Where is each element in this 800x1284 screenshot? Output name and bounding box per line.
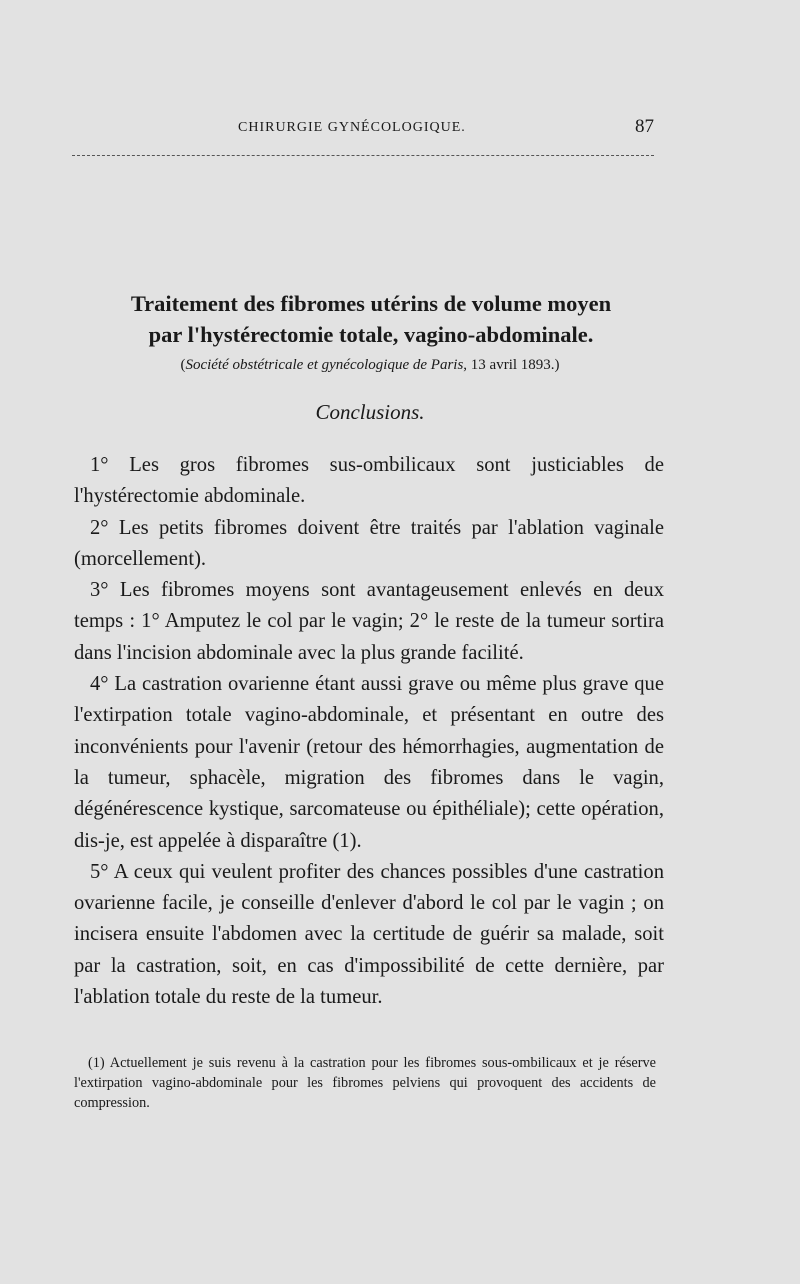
source-date: , 13 avril 1893.) — [463, 357, 560, 373]
page-number: 87 — [635, 116, 654, 137]
footnote — [74, 1053, 656, 1113]
title-line-1: Traitement des fibromes utérins de volume moyen — [130, 291, 612, 316]
article-title — [72, 288, 670, 350]
header-rule — [72, 155, 654, 156]
running-head: CHIRURGIE GYNÉCOLOGIQUE. — [238, 120, 466, 135]
conclusions-heading: Conclusions. — [315, 400, 425, 424]
source-open-paren: ( — [180, 357, 186, 373]
paragraph-1: 1° Les gros fibromes sus-ombilicaux sont justiciables de l'hystérectomie abdominale. — [74, 454, 664, 508]
source-society: Société obstétricale et gynécologique de Paris — [185, 357, 464, 373]
title-line-2: par l'hystérectomie totale, vagino-abdominale. — [148, 322, 594, 347]
paragraph-4: 4° La castration ovarienne étant aussi grave ou même plus grave que l'extirpation totale vagino-abdominale, et présentant en outre des inconvénients pour l'avenir (retour des hémorrhagies, augmentation de la tumeur, sphacèle, migration des fibromes dans le vagin, dégénérescence kystique, sarcomateuse ou épithéliale); cette opération, dis-je, est appelée à disparaître (1). — [74, 673, 664, 852]
footnote-text: (1) Actuellement je suis revenu à la castration pour les fibromes sous-ombilicaux et je réserve l'extirpation vagino-abdominale pour les fibromes pelviens qui provoquent des accidents de compression. — [74, 1055, 656, 1111]
paragraph-5: 5° A ceux qui veulent profiter des chances possibles d'une castration ovarienne facile, je conseille d'enlever d'abord le col par le vagin ; on incisera ensuite l'abdomen avec la certitude de guérir sa malade, soit par la castration, soit, en cas d'impossibilité de cette dernière, par l'ablation totale du reste de la tumeur. — [74, 860, 664, 1009]
article-source — [60, 357, 680, 374]
paragraph-2: 2° Les petits fibromes doivent être traités par l'ablation vaginale (morcellement). — [74, 516, 664, 570]
paragraph-3: 3° Les fibromes moyens sont avantageusement enlevés en deux temps : 1° Amputez le col par le vagin; 2° le reste de la tumeur sortira dans l'incision abdominale avec la plus grande facilité. — [74, 579, 664, 664]
page-header — [78, 116, 656, 140]
article-body — [74, 450, 664, 1013]
